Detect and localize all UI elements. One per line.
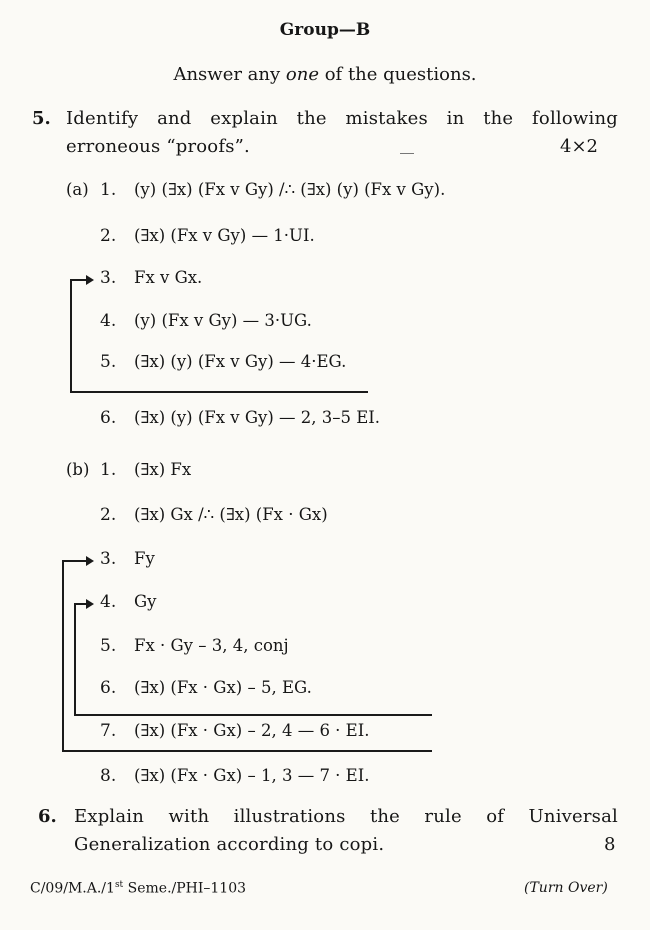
part-b-label: (b) [66,460,90,479]
b-line-7-text: (∃x) (Fx · Gx) – 2, 4 — 6 · EI. [134,721,370,740]
part-a-label: (a) [66,180,89,199]
instruction [0,64,650,85]
a-line-5-text: (∃x) (y) (Fx v Gy) — 4·EG. [134,352,347,371]
paper-code-prefix: C/09/M.A./1 [30,880,115,897]
a-line-6-text: (∃x) (y) (Fx v Gy) — 2, 3–5 EI. [134,408,381,427]
a-line-4-text: (y) (Fx v Gy) — 3·UG. [134,311,312,330]
b-inner-arrow-stem [74,603,86,605]
q6-line1: Explain with illustrations the rule of Universal [74,806,618,827]
b-line-4-text: Gy [134,592,157,611]
paper-code-suffix: Seme./PHI–1103 [123,880,247,897]
q5-marks: 4×2 [560,136,598,157]
q6-number: 6. [38,806,57,827]
section-heading: Group—B [279,20,371,40]
instruction-emphasis: one [285,64,319,85]
b-line-5-text: Fx · Gy – 3, 4, conj [134,636,289,655]
b-line-2-number: 2. [100,505,117,525]
b-line-6-number: 6. [100,678,117,698]
b-line-1-text: (∃x) Fx [134,460,192,479]
b-line-2-text: (∃x) Gx /∴ (∃x) (Fx · Gx) [134,505,328,524]
q5-faint-dash [400,153,414,154]
right-arrow-icon [86,275,94,285]
b-line-4-number: 4. [100,592,117,612]
b-line-3-number: 3. [100,549,117,569]
a-scope-bracket [70,279,368,393]
q5-line1: Identify and explain the mistakes in the following [66,108,618,129]
a-line-2-number: 2. [100,226,117,246]
q5-line2: erroneous “proofs”. [66,136,250,157]
b-inner-scope-bracket [74,603,432,716]
paper-code [30,880,246,897]
b-line-8-number: 8. [100,766,117,786]
right-arrow-icon [86,556,94,566]
turn-over-note: (Turn Over) [524,880,608,896]
b-line-5-number: 5. [100,636,117,656]
a-line-1-number: 1. [100,180,117,200]
q5-number: 5. [32,108,51,129]
b-line-8-text: (∃x) (Fx · Gx) – 1, 3 — 7 · EI. [134,766,370,785]
paper-code-sup: st [114,880,124,890]
q6-marks: 8 [604,834,616,855]
b-line-7-number: 7. [100,721,117,741]
b-line-1-number: 1. [100,460,117,480]
a-line-3-number: 3. [100,268,117,288]
a-line-6-number: 6. [100,408,117,428]
instruction-before: Answer any [173,64,286,85]
b-line-6-text: (∃x) (Fx · Gx) – 5, EG. [134,678,312,697]
b-line-3-text: Fy [134,549,155,568]
right-arrow-icon [86,599,94,609]
a-line-3-text: Fx v Gx. [134,268,203,287]
a-scope-arrow-stem [70,279,86,281]
a-line-1-text: (y) (∃x) (Fx v Gy) /∴ (∃x) (y) (Fx v Gy). [134,180,446,199]
a-line-5-number: 5. [100,352,117,372]
instruction-after: of the questions. [319,64,477,85]
b-outer-arrow-stem [62,560,86,562]
a-line-4-number: 4. [100,311,117,331]
a-line-2-text: (∃x) (Fx v Gy) — 1·UI. [134,226,315,245]
q6-line2: Generalization according to copi. [74,834,385,855]
